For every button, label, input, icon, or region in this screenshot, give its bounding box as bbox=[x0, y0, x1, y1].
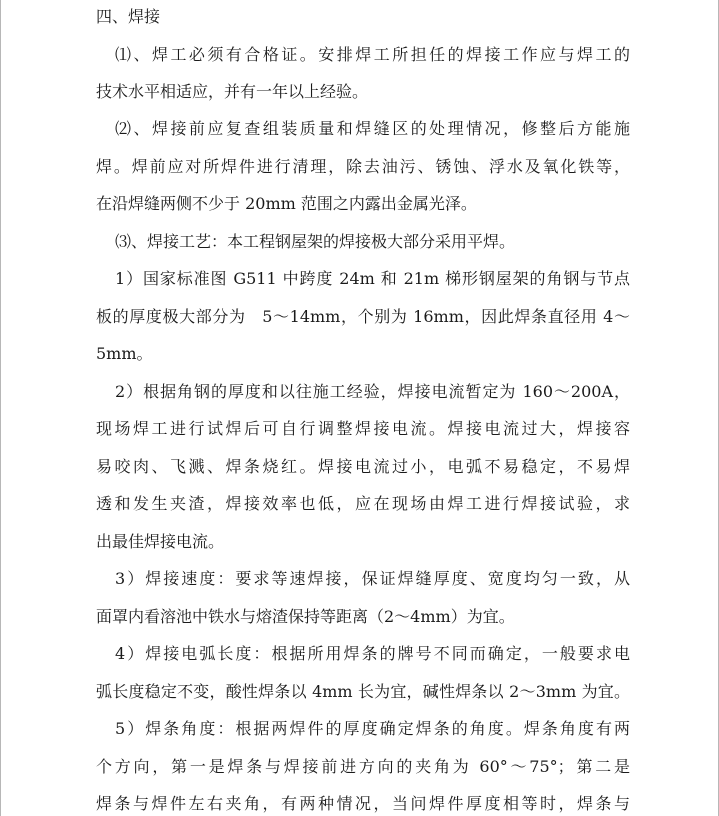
text-line: 个方向，第一是焊条与焊接前进方向的夹角为 60°～75°；第二是 bbox=[96, 757, 630, 776]
text-line: 焊。焊前应对所焊件进行清理，除去油污、锈蚀、浮水及氧化铁等， bbox=[96, 157, 630, 176]
text-line: 2）根据角钢的厚度和以往施工经验，焊接电流暂定为 160～200A， bbox=[115, 382, 630, 401]
text-line: 4）焊接电弧长度：根据所用焊条的牌号不同而确定，一般要求电 bbox=[115, 644, 630, 663]
text-line: 透和发生夹渣，焊接效率也低，应在现场由焊工进行焊接试验，求 bbox=[96, 494, 630, 513]
text-line: 易咬肉、飞溅、焊条烧红。焊接电流过小，电弧不易稳定，不易焊 bbox=[96, 457, 630, 476]
text-line: 技术水平相适应，并有一年以上经验。 bbox=[96, 82, 369, 101]
text-line: 板的厚度极大部分为 5～14mm，个别为 16mm，因此焊条直径用 4～ bbox=[96, 307, 630, 326]
text-line: ⑵、焊接前应复查组装质量和焊缝区的处理情况，修整后方能施 bbox=[115, 119, 630, 138]
section-heading: 四、焊接 bbox=[96, 7, 161, 26]
text-line: ⑴、焊工必须有合格证。安排焊工所担任的焊接工作应与焊工的 bbox=[115, 45, 630, 64]
text-line: 1）国家标准图 G511 中跨度 24m 和 21m 梯形钢屋架的角钢与节点 bbox=[115, 269, 630, 288]
page-border-left bbox=[0, 0, 1, 816]
text-line: ⑶、焊接工艺：本工程钢屋架的焊接极大部分采用平焊。 bbox=[115, 232, 516, 251]
text-line: 在沿焊缝两侧不少于 20mm 范围之内露出金属光泽。 bbox=[96, 194, 477, 213]
text-line: 面罩内看溶池中铁水与熔渣保持等距离（2～4mm）为宜。 bbox=[96, 607, 515, 626]
text-line: 3）焊接速度：要求等速焊接，保证焊缝厚度、宽度均匀一致，从 bbox=[115, 569, 630, 588]
text-line: 焊条与焊件左右夹角，有两种情况，当问焊件厚度相等时，焊条与 bbox=[96, 794, 630, 813]
text-line: 5）焊条角度：根据两焊件的厚度确定焊条的角度。焊条角度有两 bbox=[115, 719, 630, 738]
text-line: 现场焊工进行试焊后可自行调整焊接电流。焊接电流过大，焊接容 bbox=[96, 419, 630, 438]
text-line: 出最佳焊接电流。 bbox=[96, 532, 225, 551]
text-line: 弧长度稳定不变，酸性焊条以 4mm 长为宜，碱性焊条以 2～3mm 为宜。 bbox=[96, 682, 630, 701]
text-line: 5mm。 bbox=[96, 344, 153, 363]
